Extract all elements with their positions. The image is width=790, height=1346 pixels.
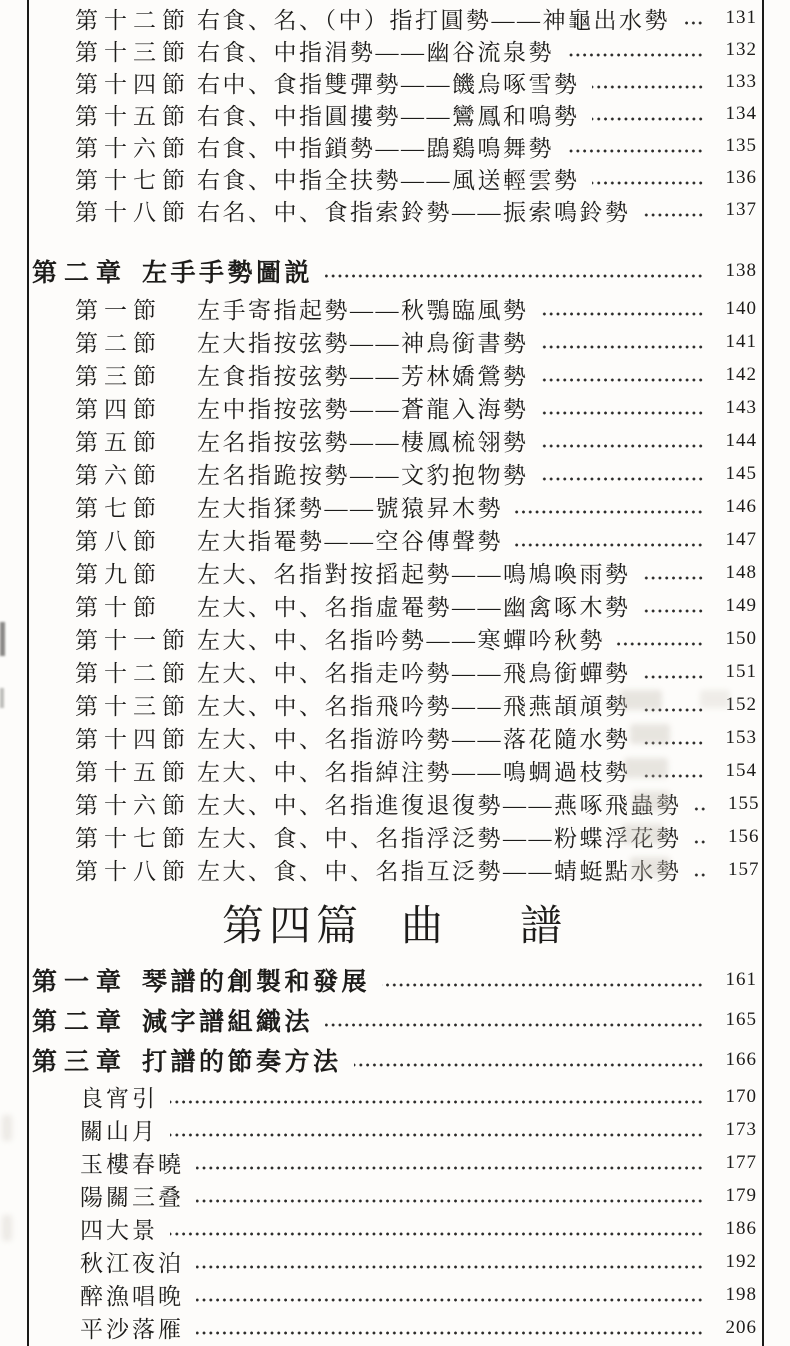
dot-leader <box>566 53 705 57</box>
chapter2-heading-row <box>32 253 757 289</box>
toc-section-entry <box>32 34 757 66</box>
page-number: 173 <box>725 1118 757 1140</box>
scan-edge-smudge <box>0 688 4 708</box>
section-title-text: 左大、食、中、名指互泛勢——蜻蜓點水勢 <box>197 859 682 884</box>
dot-leader <box>382 983 705 987</box>
piece-title-text: 陽關三叠 <box>80 1185 184 1210</box>
toc-section-entry <box>32 2 757 34</box>
page-number: 166 <box>725 1049 757 1070</box>
page-number: 154 <box>725 759 757 781</box>
dot-leader <box>592 181 706 185</box>
piece-title-text: 平沙落雁 <box>80 1317 184 1342</box>
dot-leader <box>196 1298 705 1302</box>
bleed-through-ghost <box>632 791 670 811</box>
page-number: 136 <box>725 167 757 188</box>
dot-leader <box>592 117 706 121</box>
toc-section-entry <box>32 391 757 424</box>
section-title-text: 左大指按弦勢——神鳥銜書勢 <box>197 331 529 356</box>
part4-title <box>222 893 568 950</box>
part4-chapters-list <box>32 960 757 1080</box>
dot-leader <box>515 543 705 547</box>
page-number: 156 <box>728 825 760 847</box>
page-number: 165 <box>725 1009 757 1030</box>
page-border-left-line <box>27 0 29 1346</box>
dot-leader <box>170 1133 705 1137</box>
page-number: 179 <box>725 1184 757 1206</box>
dot-leader <box>541 444 706 448</box>
toc-piece-entry <box>32 1113 757 1146</box>
piece-title-text: 四大景 <box>80 1218 158 1243</box>
section-number-label: 第十六節 <box>75 793 191 818</box>
page-number: 147 <box>725 528 757 550</box>
section-number-label: 第九節 <box>75 562 162 587</box>
section-number-label: 第十六節 <box>75 135 191 161</box>
section-number-label: 第十三節 <box>75 694 191 719</box>
bleed-through-ghost <box>620 690 662 710</box>
toc-section-entry <box>32 325 757 358</box>
section-title-text: 左食指按弦勢——芳林嬌鶯勢 <box>197 364 529 389</box>
part4-pieces-list <box>32 1080 757 1344</box>
section-number-label: 第十三節 <box>75 39 191 65</box>
dot-leader <box>541 411 706 415</box>
toc-chapter-entry <box>32 960 757 1000</box>
dot-leader <box>170 1100 705 1104</box>
toc-piece-entry <box>32 1080 757 1113</box>
dot-leader <box>325 1023 705 1027</box>
toc-section-entry <box>32 98 757 130</box>
section-title-text: 左大、中、名指飛吟勢——飛燕頡頏勢 <box>197 694 631 719</box>
page-number: 144 <box>725 429 757 451</box>
page-number: 140 <box>725 297 757 319</box>
page-border-right-line <box>762 0 764 1346</box>
piece-title-text: 秋江夜泊 <box>80 1251 184 1276</box>
section-number-label: 第十四節 <box>75 727 191 752</box>
page-number: 149 <box>725 594 757 616</box>
toc-section-entry <box>32 490 757 523</box>
section-title-text: 右名、中、食指索鈴勢——振索鳴鈴勢 <box>197 199 631 225</box>
page-number: 192 <box>725 1250 757 1272</box>
section-title-text: 右食、中指涓勢——幽谷流泉勢 <box>197 39 554 65</box>
section-number-label: 第十五節 <box>75 103 191 129</box>
chapter-title-text: 琴譜的創製和發展 <box>142 969 371 996</box>
section-title-text: 左大、食、中、名指浮泛勢——粉蝶浮花勢 <box>197 826 682 851</box>
section-title-text: 左中指按弦勢——蒼龍入海勢 <box>197 397 529 422</box>
toc-section-entry <box>32 358 757 391</box>
page-number: 186 <box>725 1217 757 1239</box>
toc-chapter-entry <box>32 1040 757 1080</box>
page-number: 131 <box>725 7 757 28</box>
toc-section-entry <box>32 589 757 622</box>
page-number: 141 <box>725 330 757 352</box>
part4-word-pu: 譜 <box>520 904 568 950</box>
page-number: 134 <box>725 103 757 124</box>
toc-section-entry <box>32 655 757 688</box>
toc-piece-entry <box>32 1278 757 1311</box>
bleed-through-ghost <box>630 724 670 744</box>
chapter-title-text: 打譜的節奏方法 <box>142 1049 342 1076</box>
toc-section-entry <box>32 130 757 162</box>
dot-leader <box>643 675 706 679</box>
dot-leader <box>592 85 706 89</box>
section-title-text: 右食、中指圓摟勢——鸞鳳和鳴勢 <box>197 103 580 129</box>
section-number-label: 第十四節 <box>75 71 191 97</box>
section-number-label: 第八節 <box>75 529 162 554</box>
page-number: 198 <box>725 1283 757 1305</box>
toc-section-entry <box>32 622 757 655</box>
toc-section-entry <box>32 194 757 226</box>
section-number-label: 第二節 <box>75 331 162 356</box>
section-title-text: 左大、中、名指游吟勢——落花隨水勢 <box>197 727 631 752</box>
chapter-number-label: 第二章 <box>32 260 129 287</box>
chapter-title-text: 減字譜組織法 <box>142 1009 314 1036</box>
right-hand-sections-list <box>32 2 757 226</box>
dot-leader <box>643 213 706 217</box>
page-number: 157 <box>728 858 760 880</box>
dot-leader <box>325 274 705 278</box>
page-number: 138 <box>725 260 757 281</box>
toc-section-entry <box>32 424 757 457</box>
dot-leader <box>541 345 706 349</box>
page-number: 150 <box>725 627 757 649</box>
section-title-text: 左大、中、名指吟勢——寒蟬吟秋勢 <box>197 628 605 653</box>
section-title-text: 右食、中指鎖勢——鵾鷄鳴舞勢 <box>197 135 554 161</box>
dot-leader <box>541 477 706 481</box>
dot-leader <box>170 1232 705 1236</box>
section-number-label: 第十七節 <box>75 826 191 851</box>
dot-leader <box>566 149 705 153</box>
section-number-label: 第六節 <box>75 463 162 488</box>
page-number: 151 <box>725 660 757 682</box>
page-number: 133 <box>725 71 757 92</box>
dot-leader <box>643 609 706 613</box>
toc-piece-entry <box>32 1146 757 1179</box>
section-title-text: 右食、名、（中）指打圓勢——神龜出水勢 <box>197 7 670 33</box>
section-number-label: 第三節 <box>75 364 162 389</box>
section-number-label: 第十七節 <box>75 167 191 193</box>
part4-number: 第四篇 <box>222 904 364 950</box>
chapter-title-text: 左手手勢圖説 <box>142 260 314 287</box>
section-title-text: 左大、名指對按搯起勢——鳴鳩喚雨勢 <box>197 562 631 587</box>
page-number: 145 <box>725 462 757 484</box>
section-title-text: 左手寄指起勢——秋鶚臨風勢 <box>197 298 529 323</box>
piece-title-text: 良宵引 <box>80 1086 158 1111</box>
piece-title-text: 玉樓春曉 <box>80 1152 184 1177</box>
page-number: 206 <box>725 1316 757 1338</box>
part4-word-qu: 曲 <box>401 904 449 950</box>
bleed-through-ghost <box>700 690 730 708</box>
section-title-text: 右中、食指雙彈勢——饑烏啄雪勢 <box>197 71 580 97</box>
section-number-label: 第十五節 <box>75 760 191 785</box>
page-number: 137 <box>725 199 757 220</box>
dot-leader <box>694 840 708 844</box>
toc-section-entry <box>32 523 757 556</box>
dot-leader <box>196 1331 705 1335</box>
dot-leader <box>541 378 706 382</box>
dot-leader <box>694 873 708 877</box>
dot-leader <box>643 576 706 580</box>
page-number: 132 <box>725 39 757 60</box>
toc-section-entry <box>32 292 757 325</box>
piece-title-text: 關山月 <box>80 1119 158 1144</box>
chapter-number-label: 第二章 <box>32 1009 129 1036</box>
scan-edge-smudge <box>0 622 5 656</box>
section-number-label: 第十節 <box>75 595 162 620</box>
section-number-label: 第四節 <box>75 397 162 422</box>
section-number-label: 第十一節 <box>75 628 191 653</box>
section-title-text: 左名指按弦勢——棲鳳梳翎勢 <box>197 430 529 455</box>
section-title-text: 左大、中、名指走吟勢——飛鳥銜蟬勢 <box>197 661 631 686</box>
section-number-label: 第十八節 <box>75 859 191 884</box>
toc-piece-entry <box>32 1311 757 1344</box>
dot-leader <box>196 1265 705 1269</box>
toc-chapter-entry <box>32 1000 757 1040</box>
section-number-label: 第十二節 <box>75 7 191 33</box>
chapter-number-label: 第一章 <box>32 969 129 996</box>
bleed-through-ghost <box>622 824 664 844</box>
dot-leader <box>354 1063 705 1067</box>
section-number-label: 第十八節 <box>75 199 191 225</box>
section-title-text: 左大指罨勢——空谷傳聲勢 <box>197 529 503 554</box>
page-number: 161 <box>725 969 757 990</box>
section-title-text: 左大、中、名指進復退復勢——燕啄飛蟲勢 <box>197 793 682 818</box>
section-title-text: 左大指猱勢——號猿昇木勢 <box>197 496 503 521</box>
toc-piece-entry <box>32 1245 757 1278</box>
toc-section-entry <box>32 162 757 194</box>
toc-section-entry <box>32 66 757 98</box>
section-title-text: 左大、中、名指綽注勢——鳴蜩過枝勢 <box>197 760 631 785</box>
section-number-label: 第五節 <box>75 430 162 455</box>
bleed-through-ghost <box>624 758 668 778</box>
section-title-text: 左大、中、名指虛罨勢——幽禽啄木勢 <box>197 595 631 620</box>
page-number: 153 <box>725 726 757 748</box>
section-title-text: 左名指跪按勢——文豹抱物勢 <box>197 463 529 488</box>
section-number-label: 第一節 <box>75 298 162 323</box>
dot-leader <box>515 510 705 514</box>
toc-section-entry <box>32 457 757 490</box>
dot-leader <box>694 807 708 811</box>
toc-piece-entry <box>32 1212 757 1245</box>
section-number-label: 第十二節 <box>75 661 191 686</box>
piece-title-text: 醉漁唱晚 <box>80 1284 184 1309</box>
dot-leader <box>541 312 706 316</box>
dot-leader <box>682 21 705 25</box>
dot-leader <box>196 1166 705 1170</box>
bleed-through-ghost <box>630 857 670 877</box>
page-number: 170 <box>725 1085 757 1107</box>
bleed-through-ghost <box>2 1215 12 1241</box>
page-number: 143 <box>725 396 757 418</box>
dot-leader <box>617 642 705 646</box>
chapter-number-label: 第三章 <box>32 1049 129 1076</box>
page-number: 148 <box>725 561 757 583</box>
toc-section-entry <box>32 556 757 589</box>
dot-leader <box>196 1199 705 1203</box>
section-number-label: 第七節 <box>75 496 162 521</box>
page-number: 146 <box>725 495 757 517</box>
page-number: 142 <box>725 363 757 385</box>
bleed-through-ghost <box>2 1115 12 1141</box>
toc-piece-entry <box>32 1179 757 1212</box>
page-number: 155 <box>728 792 760 814</box>
section-title-text: 右食、中指全扶勢——風送輕雲勢 <box>197 167 580 193</box>
page-number: 135 <box>725 135 757 156</box>
page-number: 152 <box>725 693 757 715</box>
page-number: 177 <box>725 1151 757 1173</box>
